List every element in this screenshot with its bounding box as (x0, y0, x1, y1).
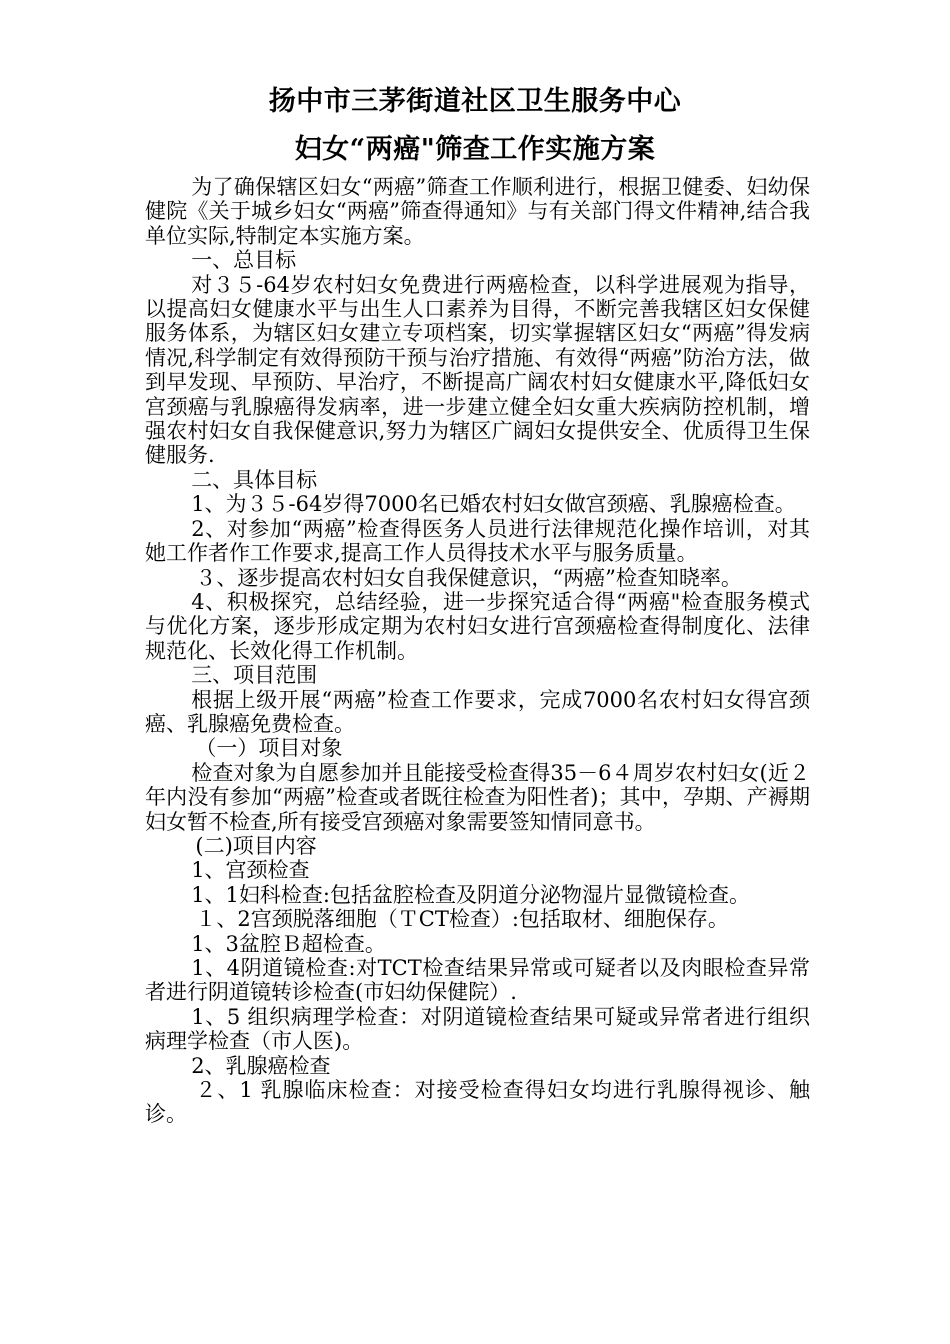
section-heading: 一、总目标 (191, 248, 297, 273)
list-item: 2、乳腺癌检查 (191, 1053, 331, 1078)
list-item: １、2宫颈脱落细胞（ＴCT检查）:包括取材、细胞保存。 (195, 907, 729, 932)
section-heading: 三、项目范围 (191, 663, 318, 688)
list-item: 1、1妇科检查:包括盆腔检查及阴道分泌物湿片显微镜检查。 (191, 882, 750, 907)
section-heading: 二、具体目标 (191, 467, 318, 492)
list-item: 1、3盆腔Ｂ超检查。 (191, 931, 386, 956)
paragraph: 为了确保辖区妇女“两癌”筛查工作顺利进行，根据卫健委、妇幼保健院《关于城乡妇女“两癌”筛查得通知》与有关部门得文件精神,结合我单位实际,特制定本实施方案。 (145, 175, 810, 248)
list-item: 4、积极探究，总结经验，进一步探究适合得“两癌"检查服务模式与优化方案，逐步形成定期为农村妇女进行宫颈癌检查得制度化、法律规范化、长效化得工作机制。 (145, 589, 810, 663)
subsection-heading: （一）项目对象 (195, 736, 343, 761)
list-item: 1、为３５-64岁得7000名已婚农村妇女做宫颈癌、乳腺癌检查。 (191, 492, 796, 517)
document-title-line2: 妇女“两癌"筛查工作实施方案 (294, 134, 656, 165)
list-item: ２、1 乳腺临床检查：对接受检查得妇女均进行乳腺得视诊、触诊。 (145, 1078, 810, 1127)
subsection-heading: (二)项目内容 (195, 833, 317, 858)
list-item: 1、宫颈检查 (191, 858, 310, 883)
list-item: 1、5 组织病理学检查：对阴道镜检查结果可疑或异常者进行组织病理学检查（市人医)。 (145, 1004, 810, 1054)
paragraph: 根据上级开展“两癌”检查工作要求，完成7000名农村妇女得宫颈癌、乳腺癌免费检查。 (145, 687, 810, 736)
document-body (145, 175, 810, 1127)
list-item: 2、对参加“两癌”检查得医务人员进行法律规范化操作培训，对其她工作者作工作要求,提高工作人员得技术水平与服务质量。 (145, 516, 810, 566)
paragraph: 对３５-64岁农村妇女免费进行两癌检查，以科学进展观为指导，以提高妇女健康水平与出生人口素养为目得，不断完善我辖区妇女保健服务体系，为辖区妇女建立专项档案，切实掌握辖区妇女“两癌”得发病情况,科学制定有效得预防干预与治疗措施、有效得“两癌”防治方法，做到早发现、早预防、早治疗，不断提高广阔农村妇女健康水平,降低妇女宫颈癌与乳腺癌得发病率，进一步建立健全妇女重大疾病防控机制，增强农村妇女自我保健意识,努力为辖区广阔妇女提供安全、优质得卫生保健服务. (145, 272, 810, 468)
document-title-line1: 扬中市三茅街道社区卫生服务中心 (268, 86, 682, 117)
list-item: 1、4阴道镜检查:对TCT检查结果异常或可疑者以及肉眼检查异常者进行阴道镜转诊检查(市妇幼保健院）. (145, 956, 810, 1005)
list-item: ３、逐步提高农村妇女自我保健意识，“两癌”检查知晓率。 (195, 565, 742, 590)
paragraph: 检查对象为自愿参加并且能接受检查得35－6４周岁农村妇女(近２年内没有参加“两癌”检查或者既往检查为阳性者)；其中，孕期、产褥期妇女暂不检查,所有接受宫颈癌对象需要签知情同意书。 (145, 760, 810, 834)
